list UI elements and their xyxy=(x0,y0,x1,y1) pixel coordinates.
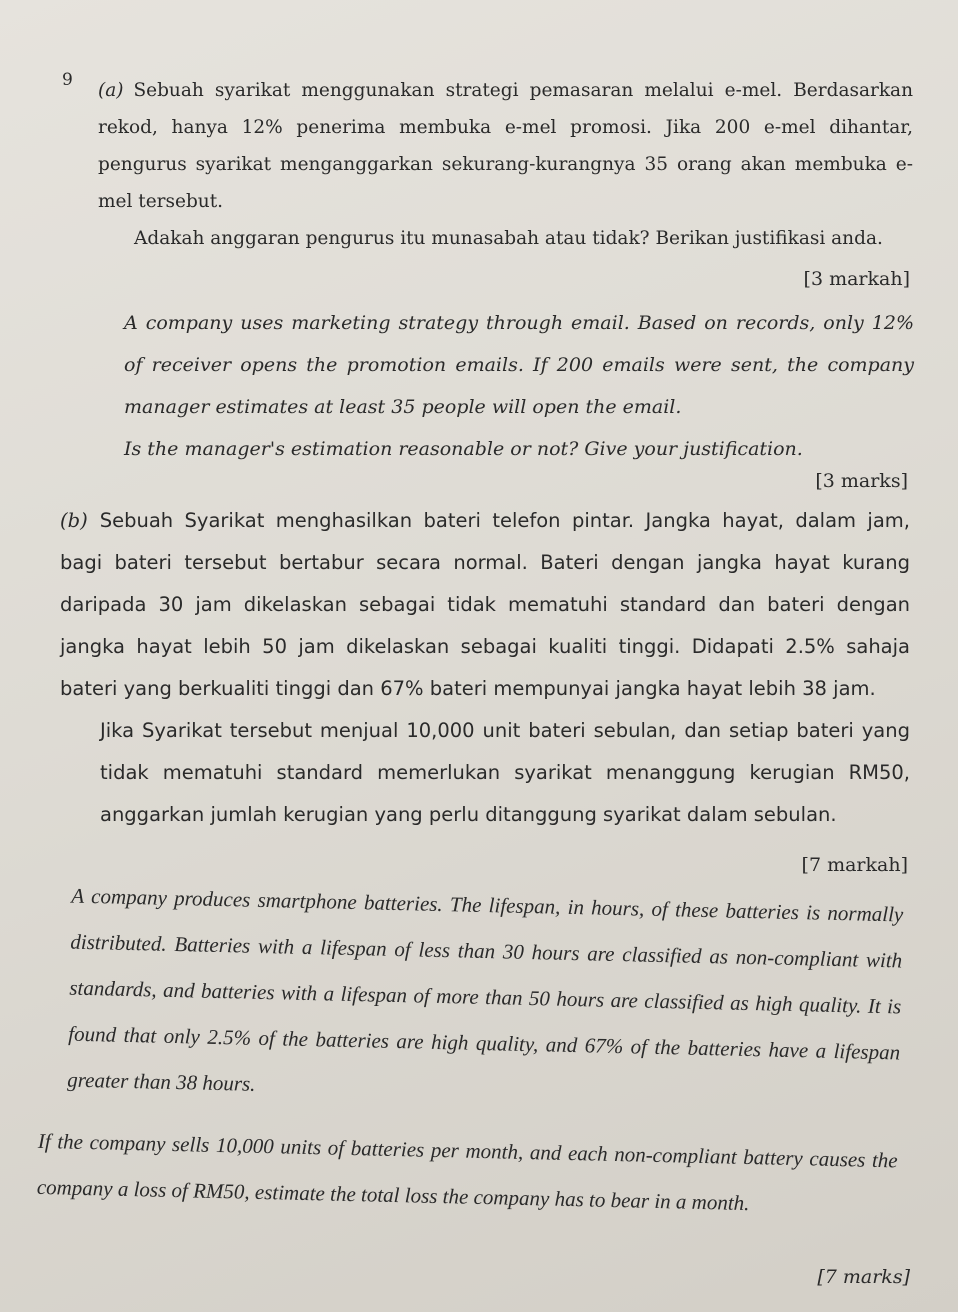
question-number: 9 xyxy=(62,70,73,90)
part-b-english-text: A company produces smartphone batteries. The lifespan, in hours, of these batteries is normally distributed. Batteries with a lifespan of less than 30 hours are classified as non-compliant with standards, and batteries with a lifespan of more than 50 hours are classified as high quality. It is found that only 2.5% of the batteries are high quality, and 67% of the batteries have a lifespan greater than 38 hours. xyxy=(67,883,904,1096)
part-b-label: (b) xyxy=(60,509,88,532)
part-a-english-marks: [3 marks] xyxy=(815,470,908,492)
part-b-malay-text: Sebuah Syarikat menghasilkan bateri telefon pintar. Jangka hayat, dalam jam, bagi bateri tersebut bertabur secara normal. Bateri dengan jangka hayat kurang daripada 30 jam dikelaskan sebagai tidak mematuhi standard dan bateri dengan jangka hayat lebih 50 jam dikelaskan sebagai kualiti tinggi. Didapati 2.5% sahaja bateri yang berkualiti tinggi dan 67% bateri mempunyai jangka hayat lebih 38 jam. xyxy=(60,509,910,700)
part-b-english xyxy=(36,872,903,1229)
part-a-malay-text: Sebuah syarikat menggunakan strategi pemasaran melalui e-mel. Berdasarkan rekod, hanya 12% penerima membuka e-mel promosi. Jika 200 e-mel dihantar, pengurus syarikat menganggarkan sekurang-kurangnya 35 orang akan membuka e-mel tersebut. xyxy=(98,80,913,212)
part-b-english-question: If the company sells 10,000 units of batteries per month, and each non-compliant battery causes the company a loss of RM50, estimate the total loss the company has to bear in a month. xyxy=(36,1128,898,1216)
part-a-english-text: A company uses marketing strategy through email. Based on records, only 12% of receiver opens the promotion emails. If 200 emails were sent, the company manager estimates at least 35 people will open the email. xyxy=(124,312,914,418)
part-b-malay-question: Jika Syarikat tersebut menjual 10,000 unit bateri sebulan, dan setiap bateri yang tidak mematuhi standard memerlukan syarikat menanggung kerugian RM50, anggarkan jumlah kerugian yang perlu ditanggung syarikat dalam sebulan. xyxy=(100,719,910,826)
part-a-english xyxy=(124,302,914,470)
part-a-malay-marks: [3 markah] xyxy=(803,268,910,290)
part-a-english-question: Is the manager's estimation reasonable or not? Give your justification. xyxy=(124,438,803,460)
part-b-malay-marks: [7 markah] xyxy=(801,854,908,876)
part-a-malay-question: Adakah anggaran pengurus itu munasabah atau tidak? Berikan justifikasi anda. xyxy=(134,228,883,249)
part-a-label: (a) xyxy=(98,80,124,101)
part-a-malay xyxy=(98,72,913,257)
part-b-malay xyxy=(60,500,910,836)
part-b-english-marks: [7 marks] xyxy=(817,1266,910,1288)
